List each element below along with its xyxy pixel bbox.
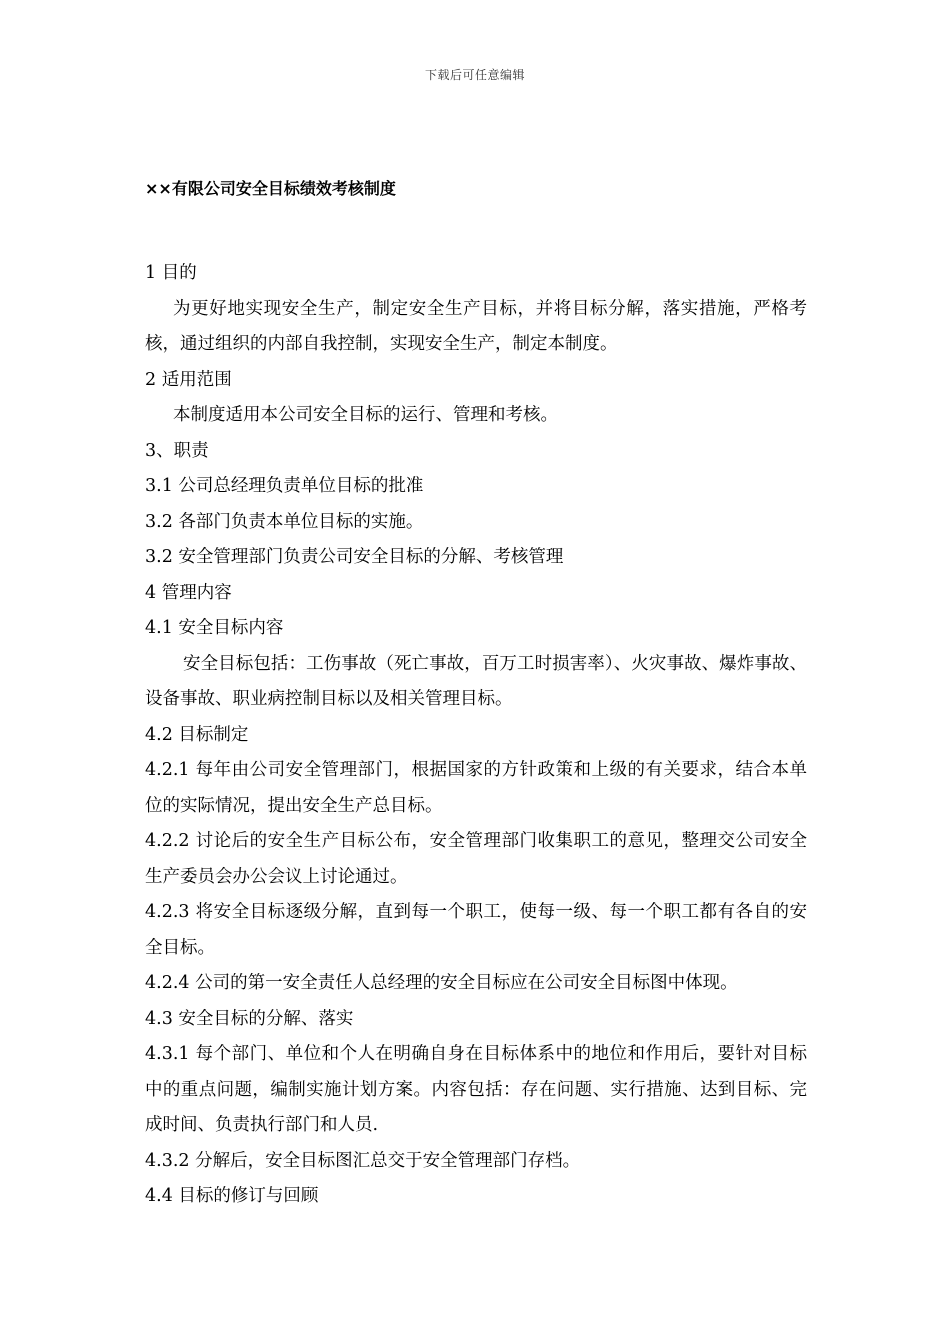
clause-4-2-2: 4.2.2 讨论后的安全生产目标公布，安全管理部门收集职工的意见，整理交公司安全生产委员会办公会议上讨论通过。 <box>145 831 807 887</box>
paragraph-scope: 本制度适用本公司安全目标的运行、管理和考核。 <box>173 405 558 425</box>
clause-3-2-a: 3.2 各部门负责本单位目标的实施。 <box>145 511 424 532</box>
clause-4-3-heading: 4.3 安全目标的分解、落实 <box>145 1008 354 1029</box>
clause-4-3-1: 4.3.1 每个部门、单位和个人在明确自身在目标体系中的地位和作用后，要针对目标中的重点问题，编制实施计划方案。内容包括：存在问题、实行措施、达到目标、完成时间、负责执行部门和人员. <box>145 1044 807 1135</box>
document-title: ××有限公司安全目标绩效考核制度 <box>145 179 396 198</box>
header-note: 下载后可任意编辑 <box>424 68 525 82</box>
clause-3-2-b: 3.2 安全管理部门负责公司安全目标的分解、考核管理 <box>145 547 564 567</box>
section-heading-responsibilities: 3、职责 <box>145 440 209 461</box>
section-heading-scope: 2 适用范围 <box>145 369 232 390</box>
clause-4-3-2: 4.3.2 分解后，安全目标图汇总交于安全管理部门存档。 <box>145 1150 581 1171</box>
clause-4-2-3: 4.2.3 将安全目标逐级分解，直到每一个职工，使每一级、每一个职工都有各自的安全目标。 <box>145 902 807 958</box>
clause-4-2-1: 4.2.1 每年由公司安全管理部门，根据国家的方针政策和上级的有关要求，结合本单位的实际情况，提出安全生产总目标。 <box>145 760 807 816</box>
clause-4-4-heading: 4.4 目标的修订与回顾 <box>145 1186 319 1206</box>
clause-3-1: 3.1 公司总经理负责单位目标的批准 <box>145 476 424 496</box>
paragraph-purpose: 为更好地实现安全生产，制定安全生产目标，并将目标分解，落实措施，严格考核，通过组织的内部自我控制，实现安全生产，制定本制度。 <box>145 298 807 354</box>
paragraph-4-1: 安全目标包括：工伤事故（死亡事故，百万工时损害率）、火灾事故、爆炸事故、设备事故、职业病控制目标以及相关管理目标。 <box>145 653 807 709</box>
section-heading-management: 4 管理内容 <box>145 582 232 603</box>
document-body <box>145 256 807 1215</box>
clause-4-1-heading: 4.1 安全目标内容 <box>145 618 284 638</box>
section-heading-purpose: 1 目的 <box>145 263 197 283</box>
clause-4-2-heading: 4.2 目标制定 <box>145 724 249 745</box>
clause-4-2-4: 4.2.4 公司的第一安全责任人总经理的安全目标应在公司安全目标图中体现。 <box>145 973 738 993</box>
